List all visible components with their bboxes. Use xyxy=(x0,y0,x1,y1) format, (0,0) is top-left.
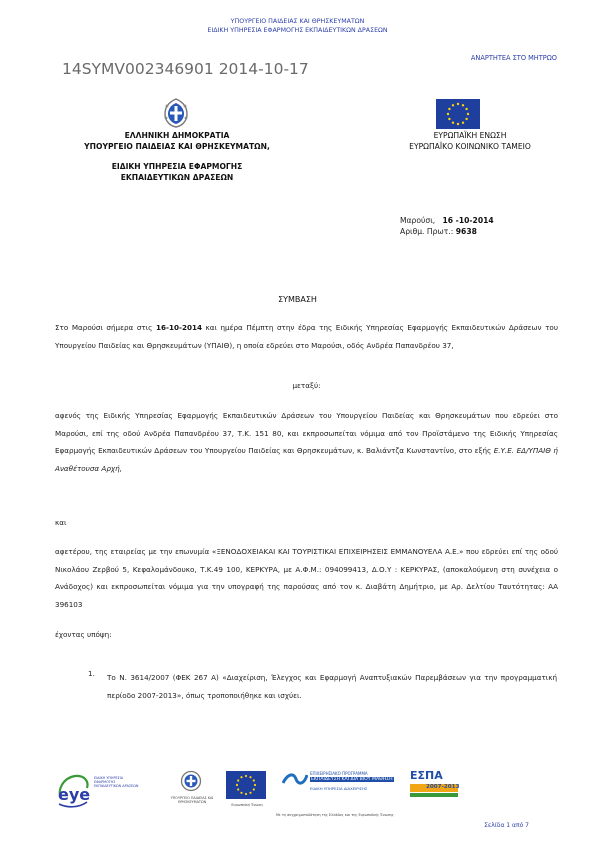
eu-union-label: ΕΥΡΩΠΑΪΚΗ ΕΝΩΣΗ xyxy=(433,131,507,140)
page-number: Σελίδα 1 από 7 xyxy=(484,822,529,829)
ada-code: 14SYMV002346901 2014-10-17 xyxy=(62,60,309,78)
intro-date: 16-10-2014 xyxy=(155,323,202,332)
ministry-small-label: ΥΠΟΥΡΓΕΙΟ ΠΑΙΔΕΙΑΣ ΚΑΙ ΘΡΗΣΚΕΥΜΑΤΩΝ xyxy=(170,796,214,804)
issuer-service-2: ΕΚΠΑΙΔΕΥΤΙΚΩΝ ΔΡΑΣΕΩΝ xyxy=(120,172,234,182)
intro-text-b: και ημέρα Πέμπτη στην έδρα της Ειδικής Υπηρεσίας Εφαρμογής Εκπαιδευτικών Δράσεων του Υπουργείου Παιδείας και Θρησκευμάτων (ΥΠΑΙΘ), η οποία εδρεύει στο Μαρούσι, οδός Ανδρέα Παπανδρέου 37, xyxy=(55,323,558,350)
document-title: ΣΥΜΒΑΣΗ xyxy=(278,295,317,304)
eu-block xyxy=(355,131,585,152)
espa-title: ΕΣΠΑ xyxy=(410,769,443,782)
paragraph-second-party: αφετέρου, της εταιρείας με την επωνυμία «ΞΕΝΟΔΟΧΕΙΑΚΑΙ ΚΑΙ ΤΟΥΡΙΣΤΙΚΑΙ ΕΠΙΧΕΙΡΗΣΕΙΣ ΕΜΜΑΝΟΥΕΛΑ Α.Ε.» που εδρεύει επί της οδού Νικολάου Ζερβού 5, Κεφαλομάνδουκο, Τ.Κ.49 100, ΚΕΡΚΥΡΑ, με Α.Φ.Μ.: 094099413, Δ.Ο.Υ : ΚΕΡΚΥΡΑΣ, (αποκαλούμενη στη συνέχεια ο Ανάδοχος) και εκπροσωπείται νόμιμα για την υπογραφή της παρούσας από τον κ. Διαβάτη Δημήτριο, με Αρ. Δελτίου Ταυτότητας: ΑΑ 396103 xyxy=(55,547,558,609)
eu-small-label: Ευρωπαϊκή Ένωση xyxy=(231,803,263,807)
list-item-number: 1. xyxy=(88,669,95,678)
espa-stripe xyxy=(410,793,458,797)
program-line1: ΕΠΙΧΕΙΡΗΣΙΑΚΟ ΠΡΟΓΡΑΜΜΑ xyxy=(310,771,368,776)
considering-label: έχοντας υπόψη: xyxy=(55,630,112,639)
espa-years: 2007-2013 xyxy=(426,784,460,790)
greek-emblem-icon xyxy=(163,98,189,132)
issuer-ministry: ΥΠΟΥΡΓΕΙΟ ΠΑΙΔΕΙΑΣ ΚΑΙ ΘΡΗΣΚΕΥΜΑΤΩΝ, xyxy=(84,141,270,151)
program-logo xyxy=(282,771,396,801)
paragraph-first-party xyxy=(55,407,558,477)
header-ministry: ΥΠΟΥΡΓΕΙΟ ΠΑΙΔΕΙΑΣ ΚΑΙ ΘΡΗΣΚΕΥΜΑΤΩΝ xyxy=(230,18,365,25)
list-item: Το Ν. 3614/2007 (ΦΕΚ 267 Α) «Διαχείριση, Έλεγχος και Εφαρμογή Αναπτυξιακών Παρεμβάσεων για την προγραμματική περίοδο 2007-2013», όπως τροποποιήθηκε και ισχύει. xyxy=(107,673,557,700)
paragraph-intro xyxy=(55,319,558,354)
eye-logo-icon xyxy=(55,770,91,814)
date-protocol-block xyxy=(400,215,494,237)
svg-text:eye: eye xyxy=(58,785,91,804)
place-label: Μαρούσι, xyxy=(400,216,436,225)
eu-flag-footer-icon xyxy=(226,771,266,803)
publish-note: ΑΝΑΡΤΗΤΕΑ ΣΤΟ ΜΗΤΡΩΟ xyxy=(470,54,557,62)
cofund-note: Με τη συγχρηματοδότηση της Ελλάδας και της Ευρωπαϊκής Ένωσης xyxy=(276,813,394,817)
protocol-number: 9638 xyxy=(455,227,477,236)
intro-text-a: Στο Μαρούσι σήμερα στις xyxy=(55,323,153,332)
issuer-republic: ΕΛΛΗΝΙΚΗ ΔΗΜΟΚΡΑΤΙΑ xyxy=(124,131,230,140)
doc-date: 16 -10-2014 xyxy=(442,216,494,225)
espa-logo xyxy=(404,769,462,803)
program-line3: ΕΙΔΙΚΗ ΥΠΗΡΕΣΙΑ ΔΙΑΧΕΙΡΙΣΗΣ xyxy=(310,786,368,791)
between-label: μεταξύ: xyxy=(292,381,321,390)
eu-social-fund-label: ΕΥΡΩΠΑΪΚΟ ΚΟΙΝΩΝΙΚΟ ΤΑΜΕΙΟ xyxy=(409,141,531,151)
eye-logo-text: ΕΙΔΙΚΗ ΥΠΗΡΕΣΙΑ ΕΦΑΡΜΟΓΗΣ ΕΚΠΑΙΔΕΥΤΙΚΩΝ ΔΡΑΣΕΩΝ xyxy=(94,776,139,788)
ministry-emblem-icon xyxy=(180,770,202,798)
header-service: ΕΙΔΙΚΗ ΥΠΗΡΕΣΙΑ ΕΦΑΡΜΟΓΗΣ ΕΚΠΑΙΔΕΥΤΙΚΩΝ ΔΡΑΣΕΩΝ xyxy=(207,27,388,34)
program-wave-icon xyxy=(282,771,308,789)
first-party-alias: Ε.Υ.Ε. ΕΔ/ΥΠΑΙΘ ή Αναθέτουσα Αρχή, xyxy=(55,446,558,473)
issuer-block xyxy=(62,131,292,183)
and-label: και xyxy=(55,518,67,527)
program-line2: ΕΚΠΑΙΔΕΥΣΗ ΚΑΙ ΔΙΑ ΒΙΟΥ ΜΑΘΗΣΗ xyxy=(311,777,393,782)
eu-flag-icon xyxy=(436,99,480,133)
issuer-service-1: ΕΙΔΙΚΗ ΥΠΗΡΕΣΙΑ ΕΦΑΡΜΟΓΗΣ xyxy=(111,162,243,171)
protocol-label: Αριθμ. Πρωτ.: xyxy=(400,227,454,236)
first-party-text: αφενός της Ειδικής Υπηρεσίας Εφαρμογής Εκπαιδευτικών Δράσεων του Υπουργείου Παιδείας και Θρησκευμάτων που εδρεύει στο Μαρούσι, επί της οδού Ανδρέα Παπανδρέου 37, Τ.Κ. 151 80, και εκπροσωπείται νόμιμα από τον Προϊστάμενο της Ειδικής Υπηρεσίας Εφαρμογής Εκπαιδευτικών Δράσεων του Υπουργείου Παιδείας και Θρησκευμάτων, κ. Βαλιάντζα Κωνσταντίνο, στο εξής xyxy=(55,411,558,456)
